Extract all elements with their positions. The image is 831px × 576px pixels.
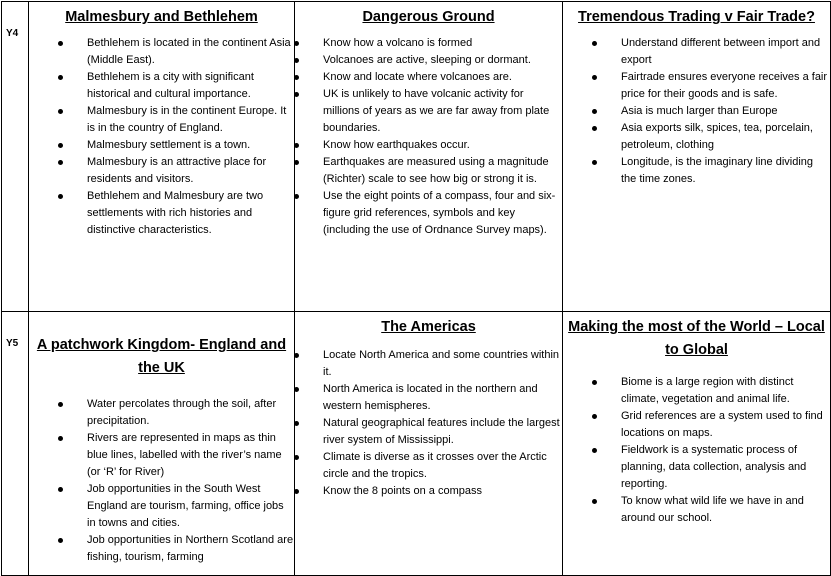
topic-cell bbox=[563, 2, 831, 312]
topic-cell bbox=[563, 312, 831, 576]
topic-list bbox=[563, 374, 830, 527]
list-item: North America is located in the northern and western hemispheres. bbox=[323, 381, 562, 415]
topic-list bbox=[295, 35, 562, 239]
topic-title: Dangerous Ground bbox=[362, 9, 495, 25]
list-item: UK is unlikely to have volcanic activity for millions of years as we are far away from plate boundaries. bbox=[323, 86, 562, 137]
list-item: Bethlehem is located in the continent Asia (Middle East). bbox=[87, 35, 294, 69]
list-item: Locate North America and some countries within it. bbox=[323, 347, 562, 381]
list-item: Malmesbury is an attractive place for residents and visitors. bbox=[87, 154, 294, 188]
list-item: Understand different between import and export bbox=[621, 35, 830, 69]
topic-title: The Americas bbox=[381, 319, 476, 335]
list-item: Bethlehem is a city with significant historical and cultural importance. bbox=[87, 69, 294, 103]
list-item: Know and locate where volcanoes are. bbox=[323, 69, 562, 86]
list-item: Rivers are represented in maps as thin blue lines, labelled with the river’s name (or ‘R’ for River) bbox=[87, 430, 294, 481]
list-item: Know the 8 points on a compass bbox=[323, 483, 562, 500]
list-item: Fieldwork is a systematic process of planning, data collection, analysis and reporting. bbox=[621, 442, 830, 493]
list-item: Malmesbury is in the continent Europe. It is in the country of England. bbox=[87, 103, 294, 137]
table-row-y4 bbox=[2, 2, 831, 312]
list-item: Natural geographical features include the largest river system of Mississippi. bbox=[323, 415, 562, 449]
table-row-y5 bbox=[2, 312, 831, 576]
list-item: Earthquakes are measured using a magnitude (Richter) scale to see how big or strong it is. bbox=[323, 154, 562, 188]
list-item: To know what wild life we have in and around our school. bbox=[621, 493, 830, 527]
topic-cell bbox=[29, 2, 295, 312]
list-item: Know how earthquakes occur. bbox=[323, 137, 562, 154]
topic-list bbox=[295, 347, 562, 500]
topic-title: Tremendous Trading v Fair Trade? bbox=[578, 9, 815, 25]
list-item: Asia is much larger than Europe bbox=[621, 103, 830, 120]
year-label: Y5 bbox=[2, 312, 29, 576]
list-item: Volcanoes are active, sleeping or dormant. bbox=[323, 52, 562, 69]
list-item: Job opportunities in Northern Scotland are fishing, tourism, farming bbox=[87, 532, 294, 566]
list-item: Grid references are a system used to find locations on maps. bbox=[621, 408, 830, 442]
list-item: Climate is diverse as it crosses over the Arctic circle and the tropics. bbox=[323, 449, 562, 483]
list-item: Biome is a large region with distinct climate, vegetation and animal life. bbox=[621, 374, 830, 408]
topic-title: A patchwork Kingdom- England and the UK bbox=[36, 337, 287, 376]
topic-title: Making the most of the World – Local to Global bbox=[568, 319, 825, 358]
list-item: Know how a volcano is formed bbox=[323, 35, 562, 52]
topic-list bbox=[29, 396, 294, 566]
year-label: Y4 bbox=[2, 2, 29, 312]
topic-cell bbox=[29, 312, 295, 576]
topic-list bbox=[29, 35, 294, 239]
list-item: Asia exports silk, spices, tea, porcelain, petroleum, clothing bbox=[621, 120, 830, 154]
list-item: Job opportunities in the South West England are tourism, farming, office jobs in towns and cities. bbox=[87, 481, 294, 532]
list-item: Fairtrade ensures everyone receives a fair price for their goods and is safe. bbox=[621, 69, 830, 103]
topic-cell bbox=[295, 312, 563, 576]
topic-list bbox=[563, 35, 830, 188]
topic-cell bbox=[295, 2, 563, 312]
list-item: Water percolates through the soil, after precipitation. bbox=[87, 396, 294, 430]
list-item: Bethlehem and Malmesbury are two settlements with rich histories and distinctive characteristics. bbox=[87, 188, 294, 239]
list-item: Malmesbury settlement is a town. bbox=[87, 137, 294, 154]
curriculum-table bbox=[1, 1, 831, 576]
topic-title: Malmesbury and Bethlehem bbox=[65, 9, 258, 25]
list-item: Longitude, is the imaginary line dividing the time zones. bbox=[621, 154, 830, 188]
list-item: Use the eight points of a compass, four and six-figure grid references, symbols and key (including the use of Ordnance Survey maps). bbox=[323, 188, 562, 239]
